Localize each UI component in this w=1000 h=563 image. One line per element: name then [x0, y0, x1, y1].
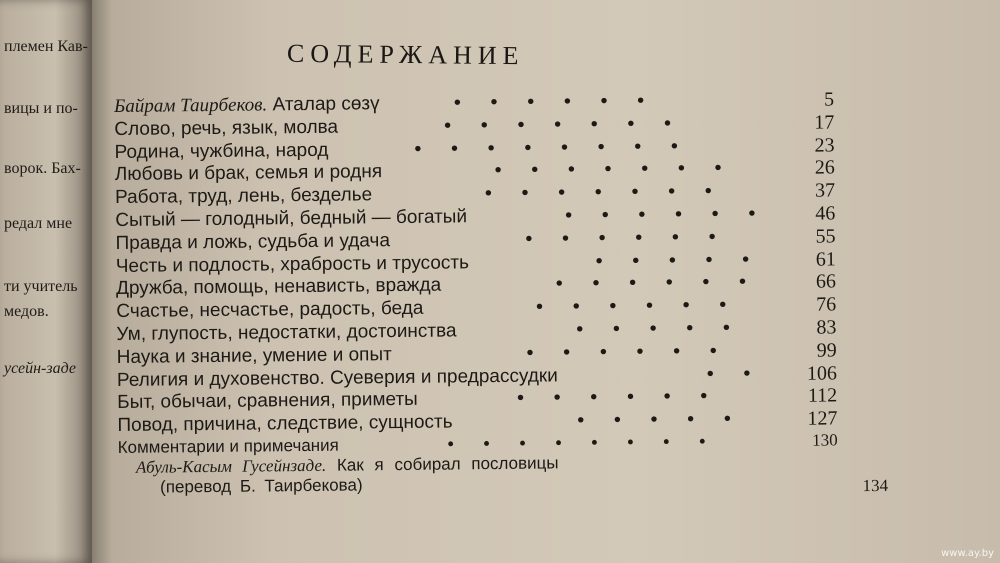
toc-entry-title: Повод, причина, следствие, сущность	[117, 411, 453, 437]
leader-dots: ••••••	[525, 226, 746, 250]
leader-dots: ••••••	[536, 294, 757, 318]
toc-entry-page: 5	[823, 88, 835, 111]
watermark: www.ay.by	[941, 548, 994, 559]
toc-entry-page: 112	[807, 384, 838, 408]
left-page-line: племен Кав-	[4, 38, 88, 55]
leader-dots: •••••	[577, 408, 761, 432]
toc-entry-title: Аталар сөзү	[272, 93, 380, 116]
leader-dots: ••	[706, 362, 781, 385]
toc-entry-title: Работа, труд, лень, безделье	[114, 184, 373, 209]
leader-dots: •••••••	[484, 180, 742, 205]
left-page-line: ворок. Бах-	[4, 160, 81, 177]
leader-dots: ••••••	[453, 90, 675, 114]
toc-entry-page: 23	[814, 134, 835, 157]
leader-dots: ••••••••	[414, 135, 708, 160]
toc-entry-title: Дружба, помощь, ненависть, вражда	[115, 274, 442, 300]
table-of-contents	[114, 88, 889, 497]
toc-entry-title: Быт, обычаи, сравнения, приметы	[117, 389, 418, 414]
leader-dots: ••••••••	[447, 431, 736, 454]
toc-entry-page: 37	[814, 179, 836, 202]
toc-entry-title: Сытый — голодный, бедный — богатый	[115, 206, 468, 231]
toc-entry-title: Наука и знание, умение и опыт	[116, 343, 392, 368]
left-page-line: усейн-заде	[4, 360, 76, 377]
leader-dots: •••••	[595, 248, 780, 272]
leader-dots: •••••••	[494, 157, 752, 182]
toc-entry-title: Честь и подлость, храбрость и трусость	[115, 251, 470, 277]
toc-entry-page: 46	[815, 202, 836, 225]
toc-entry-title: Любовь и брак, семья и родня	[114, 161, 383, 186]
toc-entry-title: Счастье, несчастье, радость, беда	[116, 297, 424, 323]
toc-entry-page: 26	[814, 156, 835, 180]
toc-entry-page: 127	[807, 407, 838, 430]
leader-dots: ••••••	[517, 385, 738, 410]
toc-entry-title: (перевод Б. Таирбекова)	[159, 475, 363, 497]
right-page	[92, 0, 1000, 563]
toc-entry-title: Правда и ложь, судьба и удача	[115, 229, 391, 254]
page-title: СОДЕРЖАНИЕ	[286, 38, 525, 71]
toc-entry-title: Комментарии и примечания	[117, 435, 339, 457]
toc-entry-page: 17	[814, 111, 835, 134]
leader-dots: ••••••	[526, 340, 747, 364]
toc-entry-page: 76	[816, 293, 837, 316]
toc-entry-page: 134	[862, 475, 889, 496]
toc-entry-page: 83	[816, 316, 837, 339]
toc-entry-title: Ум, глупость, недостатки, достоинства	[116, 320, 457, 345]
toc-entry-page: 66	[815, 270, 837, 294]
leader-dots: •••••••	[444, 112, 702, 137]
left-page-line: медов.	[4, 303, 49, 320]
toc-entry-author: Абуль-Касым Гусейнзаде.	[135, 455, 327, 477]
left-page	[0, 0, 92, 563]
toc-entry-page: 130	[812, 430, 838, 450]
leader-dots: •••••	[576, 317, 760, 341]
toc-entry-page: 106	[806, 362, 838, 385]
toc-entry-title: Родина, чужбина, народ	[114, 139, 329, 163]
toc-entry-page: 99	[816, 339, 837, 362]
leader-dots: ••••••	[565, 202, 786, 227]
page-gutter-shadow	[92, 0, 112, 563]
left-page-line: ти учитель	[4, 278, 78, 295]
toc-entry-title: Как я собирал пословицы	[336, 453, 559, 475]
toc-entry-title: Слово, речь, язык, молва	[114, 116, 339, 140]
toc-entry-page: 55	[815, 225, 836, 248]
toc-entry-title: Религия и духовенство. Суеверия и предрассудки	[116, 364, 558, 391]
left-page-line: редал мне	[4, 215, 73, 232]
toc-entry-page: 61	[815, 248, 836, 271]
left-page-line: вицы и по-	[4, 100, 78, 117]
leader-dots: ••••••	[555, 271, 777, 295]
toc-entry-author: Байрам Таирбеков.	[114, 94, 268, 117]
